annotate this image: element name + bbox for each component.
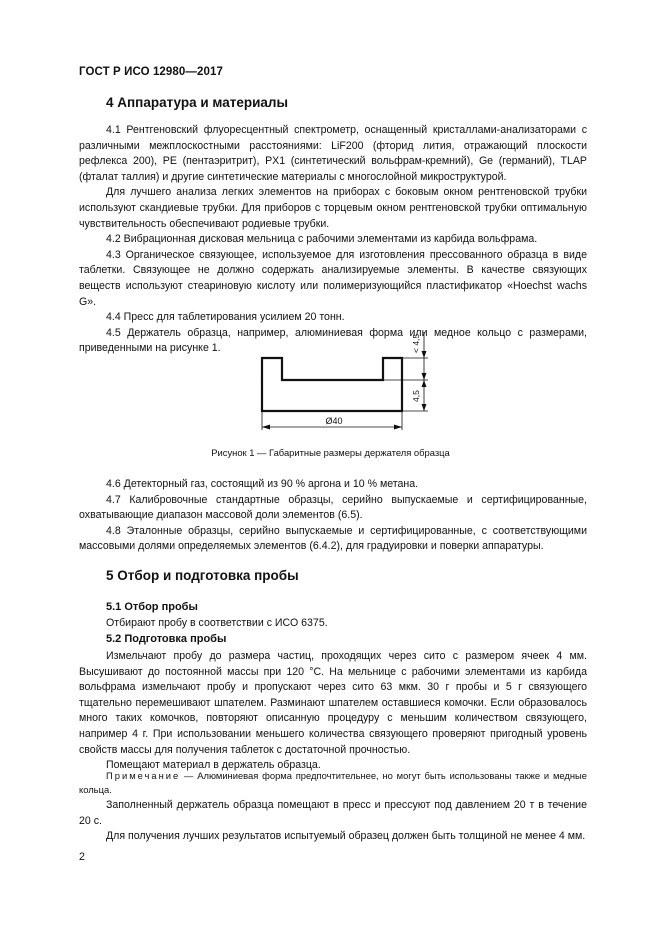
subsection-5-2-body-b bbox=[79, 798, 587, 845]
dim-base-label: 4,5 bbox=[411, 390, 421, 402]
figure-1-drawing bbox=[250, 328, 430, 434]
clause-5-1-text: Отбирают пробу в соответствии с ИСО 6375. bbox=[106, 617, 328, 629]
page-number: 2 bbox=[79, 851, 85, 863]
subsection-5-2-body bbox=[79, 649, 587, 774]
clause-4-4: 4.4 Пресс для таблетирования усилием 20 тонн. bbox=[106, 311, 345, 324]
subsection-5-1-body bbox=[79, 616, 587, 632]
clause-4-3: 4.3 Органическое связующее, используемое для изготовления прессованного образца в виде таблетки. Связующее не должно содержать анализируемые элементы. В качестве связующих веществ используют стеариновую кислоту или полимеризующийся пластификатор «Hoechst wachs G». bbox=[79, 248, 587, 308]
clause-4-6: 4.6 Детекторный газ, состоящий из 90 % аргона и 10 % метана. bbox=[106, 478, 419, 490]
clause-4-8: 4.8 Эталонные образцы, серийно выпускаемые и сертифицированные, с соответствующими массовыми долями определяемых элементов (6.4.2), для градуировки и поверки аппаратуры. bbox=[79, 524, 587, 553]
dim-diameter-label: Ø40 bbox=[325, 416, 343, 426]
clause-5-2-p3: Заполненный держатель образца помещают в пресс и прессуют под давлением 20 т в течение 20 с. bbox=[79, 799, 587, 827]
clause-5-2-p4: Для получения лучших результатов испытуемый образец должен быть толщиной не менее 4 мм. bbox=[106, 830, 586, 843]
section-4-title: 4 Аппаратура и материалы bbox=[106, 95, 289, 110]
clause-5-2-p2: Помещают материал в держатель образца. bbox=[106, 759, 321, 772]
note-label: Примечание bbox=[106, 770, 181, 781]
subsection-5-2-title: 5.2 Подготовка пробы bbox=[106, 633, 227, 645]
clause-4-1: 4.1 Рентгеновский флуоресцентный спектрометр, оснащенный кристаллами-анализаторами с различными межплоскостными расстояниями: LiF200 (фторид лития, отражающий плоскости рефлекса 200), PE (пентаэритрит), PX1 (синтетический вольфрам-кремний), Ge (германий), TLAP (фталат таллия) и другие синтетические материалы с многослойной микроструктурой. bbox=[79, 124, 587, 183]
note-text: — Алюминиевая форма предпочтительнее, но могут быть использованы также и медные кольца. bbox=[79, 770, 587, 795]
clause-4-5: 4.5 Держатель образца, например, алюминиевая форма или медное кольцо с размерами, приведенными на рисунке 1. bbox=[79, 326, 587, 355]
figure-1-caption: Рисунок 1 — Габаритные размеры держателя образца bbox=[211, 447, 450, 458]
standard-header: ГОСТ Р ИСО 12980—2017 bbox=[79, 66, 224, 78]
clause-4-2: 4.2 Вибрационная дисковая мельница с рабочими элементами из карбида вольфрама. bbox=[106, 233, 538, 246]
dim-wall-label: < 4,5 bbox=[411, 333, 421, 353]
section-5-title: 5 Отбор и подготовка пробы bbox=[106, 568, 299, 583]
clause-4-7: 4.7 Калибровочные стандартные образцы, серийно выпускаемые и сертифицированные, охватывающие диапазон массовой доли элементов (6.5). bbox=[79, 493, 587, 522]
holder-profile bbox=[262, 358, 402, 411]
subsection-5-1-title: 5.1 Отбор пробы bbox=[106, 601, 198, 613]
section-4-body-a bbox=[79, 123, 587, 357]
clause-5-2-p1: Измельчают пробу до размера частиц, проходящих через сито с размером ячеек 4 мм. Высушивают до постоянной массы при 120 °С. На мельнице с рабочими элементами из карбида вольфрама измельчают пробу и пропускают через сито 63 мкм. 30 г пробы и 5 г связующего тщательно перемешивают шпателем. Разминают шпателем оставшиеся комочки. Если образовалось много таких комочков, повторяют описанную процедуру с меньшим количеством связующего, например 4 г. При использовании меньшего количества связующего проверяют пригодный уровень свойств массы для получения таблеток с достаточной прочностью. bbox=[79, 650, 587, 756]
note bbox=[79, 769, 587, 796]
clause-4-1-note: Для лучшего анализа легких элементов на приборах с боковым окном рентгеновской трубки используют скандиевые трубки. Для приборов с торцевым окном рентгеновской трубки оптимальную чувствительность обеспечивают родиевые трубки. bbox=[79, 186, 587, 230]
section-4-body-b bbox=[79, 477, 587, 555]
